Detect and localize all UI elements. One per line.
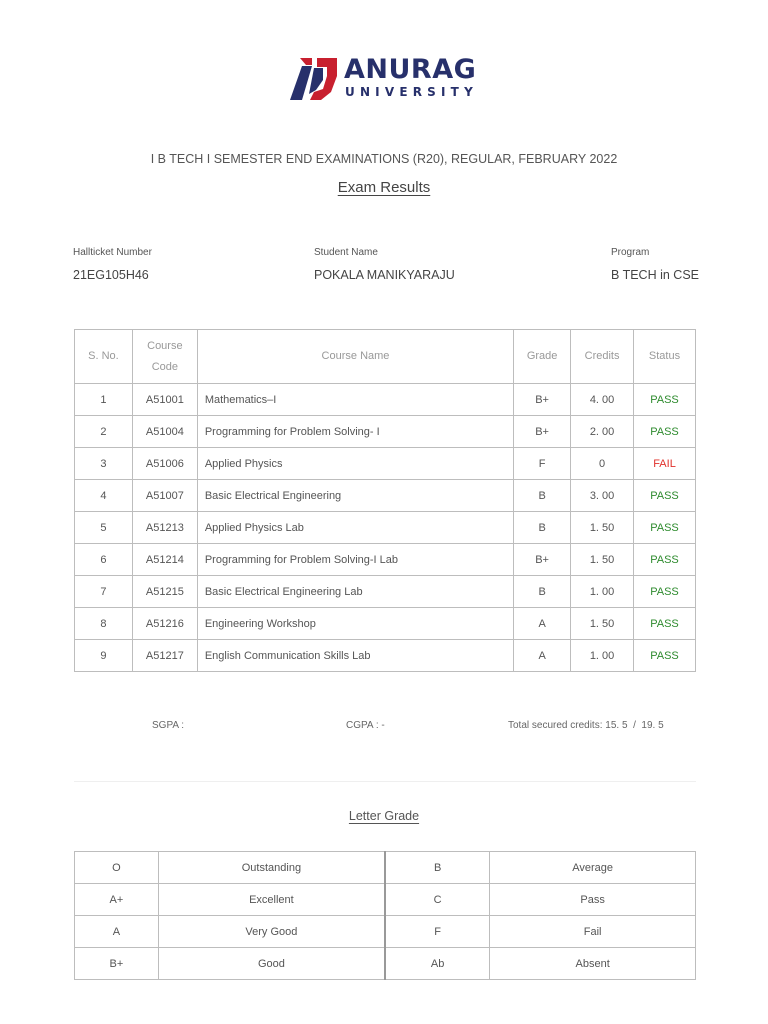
cell-sno: 4 [75,480,133,512]
program-block [611,247,699,283]
grade-row [75,852,696,884]
table-row [75,416,696,448]
cell-code: A51001 [132,384,197,416]
cell-course-name: Basic Electrical Engineering [197,480,513,512]
table-row [75,512,696,544]
grade-letter: F [385,916,490,948]
cell-code: A51004 [132,416,197,448]
results-table [74,329,696,672]
student-name-label: Student Name [314,247,378,258]
table-row [75,640,696,672]
cell-credits: 1. 00 [571,640,634,672]
student-name-block [314,247,455,283]
status-badge: PASS [634,576,696,608]
cell-credits: 0 [571,448,634,480]
header-credits: Credits [571,330,634,384]
grade-description: Pass [490,884,696,916]
status-badge: PASS [634,384,696,416]
cell-course-name: Engineering Workshop [197,608,513,640]
results-header-row [75,330,696,384]
cell-course-name: Applied Physics Lab [197,512,513,544]
grade-description: Very Good [158,916,385,948]
cell-course-name: Programming for Problem Solving-I Lab [197,544,513,576]
table-row [75,384,696,416]
grade-letter: B [385,852,490,884]
sgpa-summary: SGPA : [152,720,185,731]
total-credits-summary: Total secured credits: 15. 5 / 19. 5 [508,720,664,731]
grade-row [75,948,696,980]
grade-letter: O [75,852,159,884]
cell-course-name: English Communication Skills Lab [197,640,513,672]
grade-row [75,884,696,916]
cell-credits: 1. 50 [571,608,634,640]
header-grade: Grade [514,330,571,384]
cell-grade: F [514,448,571,480]
table-row [75,448,696,480]
cell-code: A51217 [132,640,197,672]
status-badge: PASS [634,480,696,512]
grade-description: Average [490,852,696,884]
cell-grade: B+ [514,544,571,576]
results-title-text: Exam Results [337,179,431,196]
student-name-value: POKALA MANIKYARAJU [314,268,455,282]
cell-credits: 2. 00 [571,416,634,448]
page-title [0,179,768,196]
grade-letter: A [75,916,159,948]
cell-sno: 7 [75,576,133,608]
cell-course-name: Mathematics–I [197,384,513,416]
cell-grade: B [514,576,571,608]
grade-letter: A+ [75,884,159,916]
letter-grade-title [0,809,768,823]
grade-description: Absent [490,948,696,980]
cell-sno: 6 [75,544,133,576]
status-badge: PASS [634,512,696,544]
cell-code: A51214 [132,544,197,576]
table-row [75,544,696,576]
grade-description: Outstanding [158,852,385,884]
university-logo [290,54,490,104]
cell-sno: 1 [75,384,133,416]
header-status: Status [634,330,696,384]
header-sno: S. No. [75,330,133,384]
table-row [75,480,696,512]
hallticket-label: Hallticket Number [73,247,152,258]
program-value: B TECH in CSE [611,268,699,282]
cell-grade: B+ [514,384,571,416]
cell-credits: 3. 00 [571,480,634,512]
cell-sno: 9 [75,640,133,672]
cell-grade: B [514,480,571,512]
status-badge: PASS [634,640,696,672]
status-badge: PASS [634,544,696,576]
cell-sno: 3 [75,448,133,480]
cell-grade: B+ [514,416,571,448]
status-badge: FAIL [634,448,696,480]
grade-letter: B+ [75,948,159,980]
hallticket-block [73,247,152,283]
section-divider [74,781,696,782]
cell-grade: B [514,512,571,544]
cell-code: A51213 [132,512,197,544]
cell-course-name: Programming for Problem Solving- I [197,416,513,448]
cgpa-summary: CGPA : - [346,720,385,731]
anurag-logo-mark-icon [290,56,340,100]
cell-credits: 4. 00 [571,384,634,416]
brand-name: ANURAG [344,54,477,85]
cell-credits: 1. 00 [571,576,634,608]
cell-sno: 2 [75,416,133,448]
grade-description: Fail [490,916,696,948]
letter-grade-table [74,851,696,980]
grade-letter: Ab [385,948,490,980]
cell-code: A51006 [132,448,197,480]
program-label: Program [611,247,650,258]
cell-code: A51007 [132,480,197,512]
brand-subtitle: UNIVERSITY [345,85,478,99]
cell-code: A51215 [132,576,197,608]
cell-course-name: Basic Electrical Engineering Lab [197,576,513,608]
grade-row [75,916,696,948]
cell-course-name: Applied Physics [197,448,513,480]
grade-description: Excellent [158,884,385,916]
cell-grade: A [514,608,571,640]
status-badge: PASS [634,416,696,448]
cell-grade: A [514,640,571,672]
cell-credits: 1. 50 [571,544,634,576]
status-badge: PASS [634,608,696,640]
hallticket-value: 21EG105H46 [73,268,149,282]
header-course-name: Course Name [197,330,513,384]
cell-sno: 8 [75,608,133,640]
grade-description: Good [158,948,385,980]
header-code-line1: Course [147,339,183,352]
table-row [75,576,696,608]
table-row [75,608,696,640]
header-course-code [132,330,197,384]
header-code-line2: Code [151,360,178,373]
letter-grade-title-text: Letter Grade [348,809,420,823]
cell-code: A51216 [132,608,197,640]
cell-sno: 5 [75,512,133,544]
cell-credits: 1. 50 [571,512,634,544]
grade-letter: C [385,884,490,916]
exam-title: I B TECH I SEMESTER END EXAMINATIONS (R20), REGULAR, FEBRUARY 2022 [150,152,618,166]
